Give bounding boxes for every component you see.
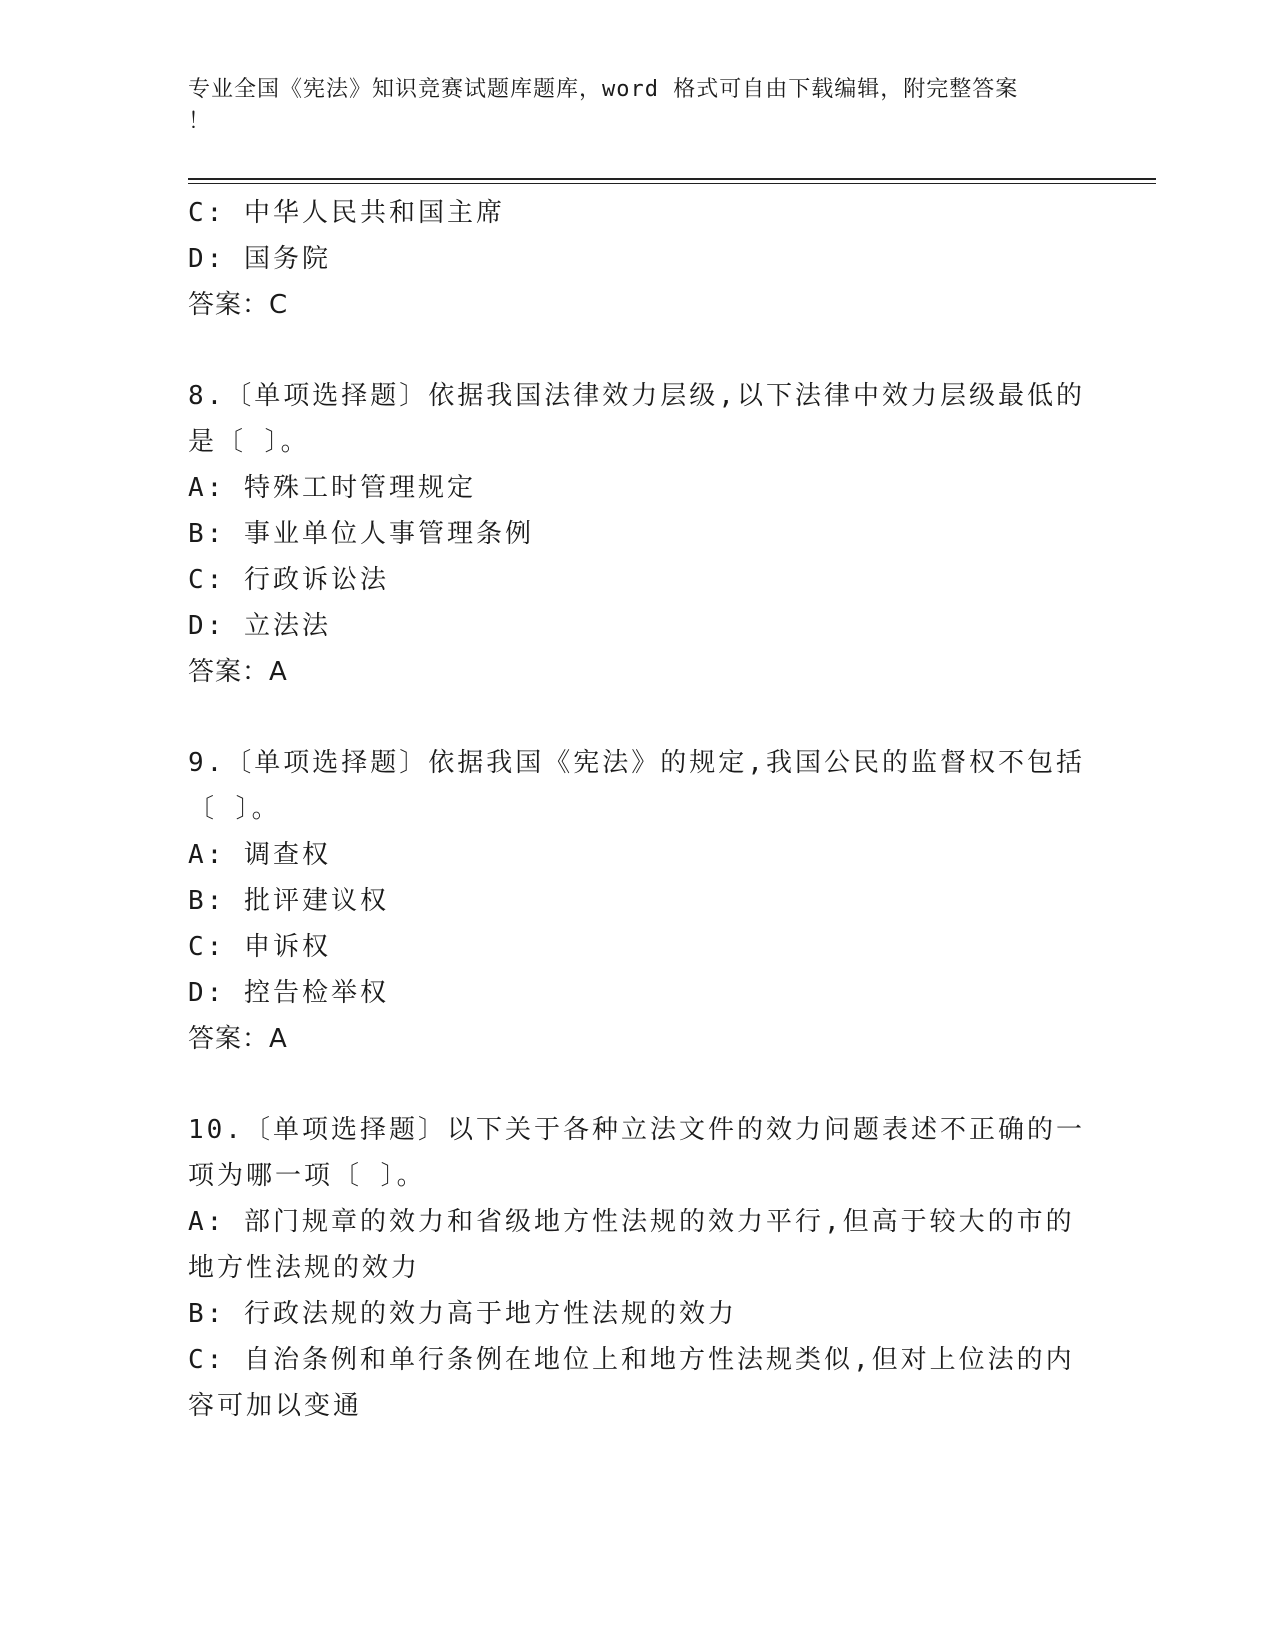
option-c: C: 行政诉讼法 — [188, 565, 389, 595]
answer-line: 答案：A — [188, 1024, 288, 1054]
answer-line: 答案：A — [188, 657, 288, 687]
header-rule-thin — [188, 183, 1156, 184]
question-text: 10.〔单项选择题〕以下关于各种立法文件的效力问题表述不正确的一 — [188, 1115, 1085, 1145]
option-c: C: 申诉权 — [188, 932, 331, 962]
block-spacer — [188, 695, 1068, 740]
block-spacer — [188, 328, 1068, 373]
question-text: 9.〔单项选择题〕依据我国《宪法》的规定,我国公民的监督权不包括 — [188, 748, 1085, 778]
option-c-cont: 容可加以变通 — [188, 1391, 363, 1421]
question-text-cont: 项为哪一项〔 〕。 — [188, 1161, 426, 1191]
question-block — [188, 190, 1068, 328]
question-text-cont: 是〔 〕。 — [188, 427, 310, 457]
question-block — [188, 1107, 1085, 1429]
option-a-cont: 地方性法规的效力 — [188, 1253, 421, 1283]
option-c: C: 中华人民共和国主席 — [188, 198, 505, 228]
option-b: B: 行政法规的效力高于地方性法规的效力 — [188, 1299, 737, 1329]
option-c: C: 自治条例和单行条例在地位上和地方性法规类似,但对上位法的内 — [188, 1345, 1075, 1375]
option-a: A: 部门规章的效力和省级地方性法规的效力平行,但高于较大的市的 — [188, 1207, 1075, 1237]
header-rule-thick — [188, 178, 1156, 180]
option-d: D: 国务院 — [188, 244, 331, 274]
block-spacer — [188, 1062, 1068, 1107]
question-list — [188, 190, 1085, 1429]
option-d: D: 立法法 — [188, 611, 331, 641]
header-line-2: ！ — [188, 109, 212, 134]
question-block — [188, 373, 1085, 695]
question-block — [188, 740, 1085, 1062]
option-b: B: 批评建议权 — [188, 886, 389, 916]
document-header — [188, 74, 1068, 138]
question-text-cont: 〔 〕。 — [188, 794, 281, 824]
option-a: A: 调查权 — [188, 840, 331, 870]
question-text: 8.〔单项选择题〕依据我国法律效力层级,以下法律中效力层级最低的 — [188, 381, 1085, 411]
header-line-1: 专业全国《宪法》知识竞赛试题库题库，word 格式可自由下载编辑，附完整答案 — [188, 77, 1019, 102]
option-b: B: 事业单位人事管理条例 — [188, 519, 534, 549]
option-d: D: 控告检举权 — [188, 978, 389, 1008]
option-a: A: 特殊工时管理规定 — [188, 473, 476, 503]
answer-line: 答案：C — [188, 290, 289, 320]
